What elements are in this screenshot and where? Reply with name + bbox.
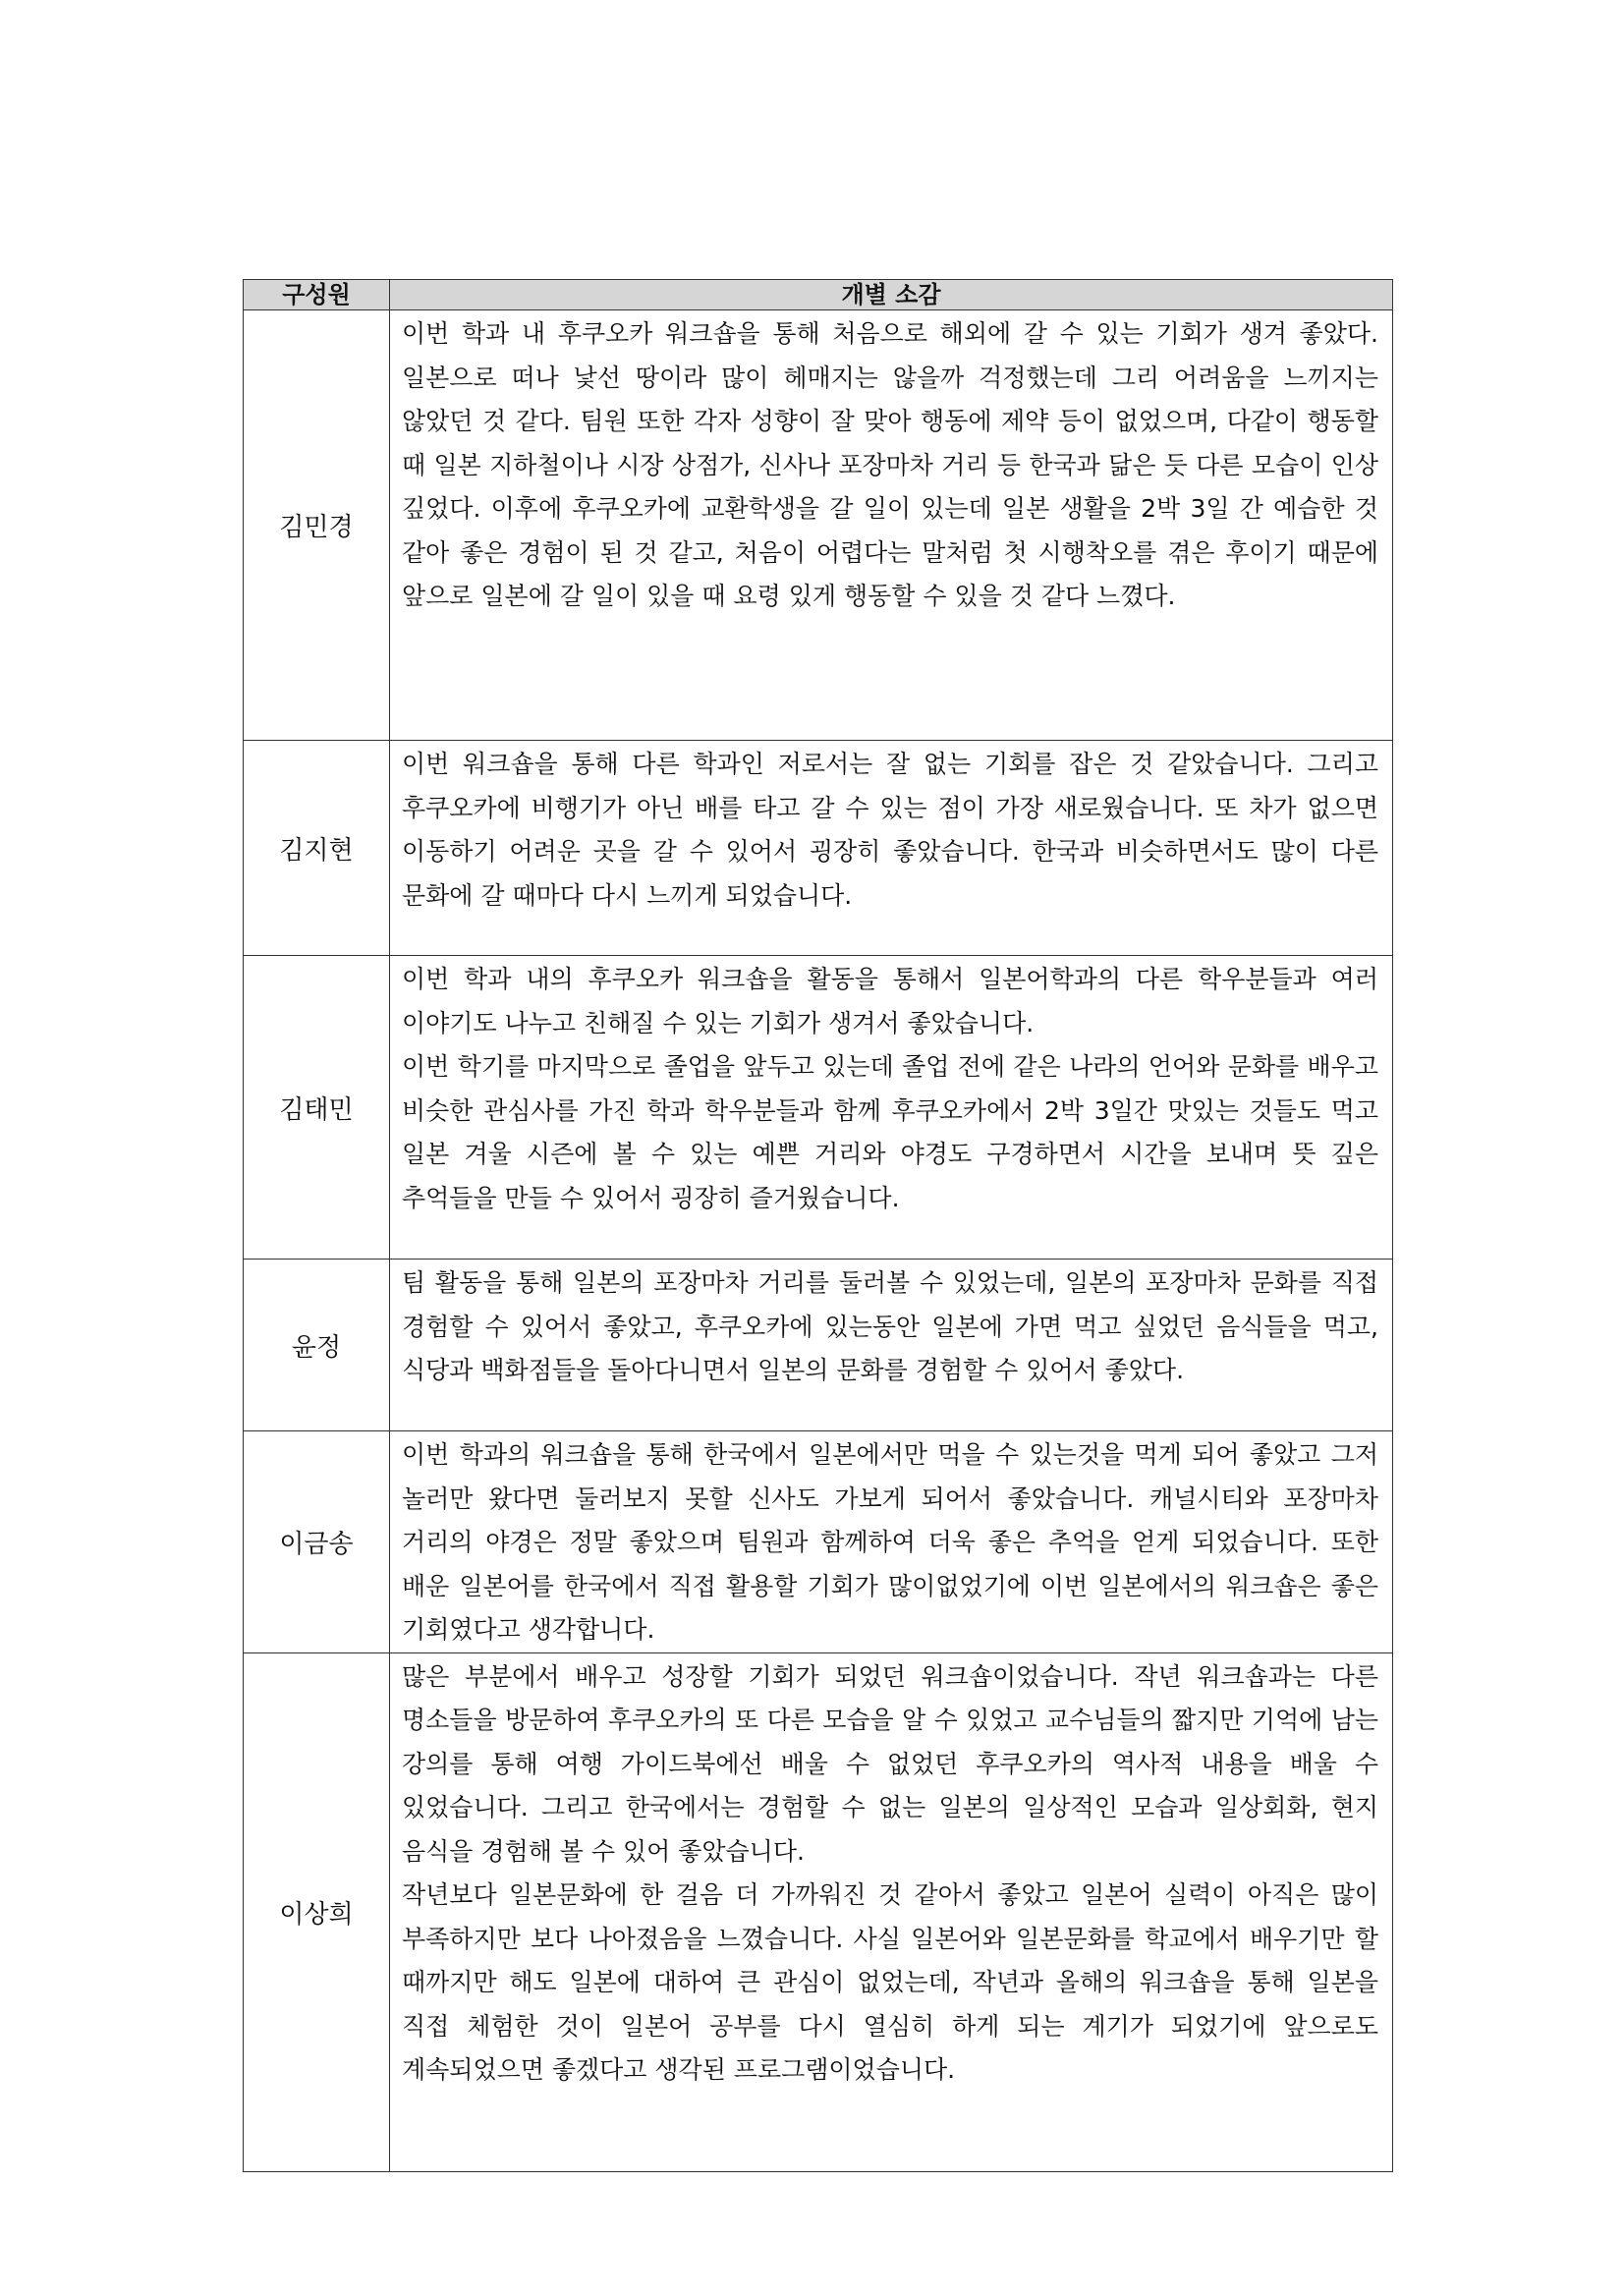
reflection-cell bbox=[390, 1652, 1393, 2171]
reflection-paragraph: 이번 워크숍을 통해 다른 학과인 저로서는 잘 없는 기회를 잡은 것 같았습니다. 그리고 후쿠오카에 비행기가 아닌 배를 타고 갈 수 있는 점이 가장 새로웠습니다. 또 차가 없으면 이동하기 어려운 곳을 갈 수 있어서 굉장히 좋았습니다. 한국과 비슷하면서도 많이 다른 문화에 갈 때마다 다시 느끼게 되었습니다. bbox=[402, 750, 1378, 910]
member-name: 윤정 bbox=[244, 1260, 390, 1431]
reflection-cell bbox=[390, 956, 1393, 1260]
reflection-table bbox=[243, 279, 1393, 2172]
member-name: 이금송 bbox=[244, 1431, 390, 1653]
document-page bbox=[243, 279, 1392, 2172]
reflection-paragraph: 팀 활동을 통해 일본의 포장마차 거리를 둘러볼 수 있었는데, 일본의 포장마차 문화를 직접 경험할 수 있어서 좋았고, 후쿠오카에 있는동안 일본에 가면 먹고 싶었던 음식들을 먹고, 식당과 백화점들을 돌아다니면서 일본의 문화를 경험할 수 있어서 좋았다. bbox=[402, 1268, 1378, 1384]
reflection-cell bbox=[390, 310, 1393, 741]
reflection-paragraph: 작년보다 일본문화에 한 걸음 더 가까워진 것 같아서 좋았고 일본어 실력이 아직은 많이 부족하지만 보다 나아졌음을 느꼈습니다. 사실 일본어와 일본문화를 학교에서 배우기만 할 때까지만 해도 일본에 대하여 큰 관심이 없었는데, 작년과 올해의 워크숍을 통해 일본을 직접 체험한 것이 일본어 공부를 다시 열심히 하게 되는 계기가 되었기에 앞으로도 계속되었으면 좋겠다고 생각된 프로그램이었습니다. bbox=[402, 1880, 1378, 2084]
reflection-paragraph: 이번 학과 내의 후쿠오카 워크숍을 활동을 통해서 일본어학과의 다른 학우분들과 여러 이야기도 나누고 친해질 수 있는 기회가 생겨서 좋았습니다. bbox=[402, 965, 1378, 1037]
table-row bbox=[244, 1260, 1393, 1431]
member-name: 이상희 bbox=[244, 1652, 390, 2171]
header-reflection: 개별 소감 bbox=[390, 280, 1393, 310]
member-name: 김태민 bbox=[244, 956, 390, 1260]
reflection-paragraph: 많은 부분에서 배우고 성장할 기회가 되었던 워크숍이었습니다. 작년 워크숍과는 다른 명소들을 방문하여 후쿠오카의 또 다른 모습을 알 수 있었고 교수님들의 짧지만 기억에 남는 강의를 통해 여행 가이드북에선 배울 수 없었던 후쿠오카의 역사적 내용을 배울 수 있었습니다. 그리고 한국에서는 경험할 수 없는 일본의 일상적인 모습과 일상회화, 현지 음식을 경험해 볼 수 있어 좋았습니다. bbox=[402, 1661, 1378, 1866]
member-name: 김지현 bbox=[244, 741, 390, 956]
reflection-cell bbox=[390, 1260, 1393, 1431]
table-header-row bbox=[244, 280, 1393, 310]
reflection-paragraph: 이번 학기를 마지막으로 졸업을 앞두고 있는데 졸업 전에 같은 나라의 언어와 문화를 배우고 비슷한 관심사를 가진 학과 학우분들과 함께 후쿠오카에서 2박 3일간 맛있는 것들도 먹고 일본 겨울 시즌에 볼 수 있는 예쁜 거리와 야경도 구경하면서 시간을 보내며 뜻 깊은 추억들을 만들 수 있어서 굉장히 즐거웠습니다. bbox=[402, 1052, 1378, 1212]
header-member: 구성원 bbox=[244, 280, 390, 310]
reflection-cell bbox=[390, 1431, 1393, 1653]
reflection-cell bbox=[390, 741, 1393, 956]
member-name: 김민경 bbox=[244, 310, 390, 741]
table-row bbox=[244, 310, 1393, 741]
table-row bbox=[244, 741, 1393, 956]
table-row bbox=[244, 1431, 1393, 1653]
table-row bbox=[244, 956, 1393, 1260]
reflection-paragraph: 이번 학과의 워크숍을 통해 한국에서 일본에서만 먹을 수 있는것을 먹게 되어 좋았고 그저 놀러만 왔다면 둘러보지 못할 신사도 가보게 되어서 좋았습니다. 캐널시티와 포장마차 거리의 야경은 정말 좋았으며 팀원과 함께하여 더욱 좋은 추억을 얻게 되었습니다. 또한 배운 일본어를 한국에서 직접 활용할 기회가 많이없었기에 이번 일본에서의 워크숍은 좋은 기회였다고 생각합니다. bbox=[402, 1440, 1378, 1644]
table-row bbox=[244, 1652, 1393, 2171]
reflection-paragraph: 이번 학과 내 후쿠오카 워크숍을 통해 처음으로 해외에 갈 수 있는 기회가 생겨 좋았다. 일본으로 떠나 낯선 땅이라 많이 헤매지는 않을까 걱정했는데 그리 어려움을 느끼지는 않았던 것 같다. 팀원 또한 각자 성향이 잘 맞아 행동에 제약 등이 없었으며, 다같이 행동할 때 일본 지하철이나 시장 상점가, 신사나 포장마차 거리 등 한국과 닮은 듯 다른 모습이 인상 깊었다. 이후에 후쿠오카에 교환학생을 갈 일이 있는데 일본 생활을 2박 3일 간 예습한 것 같아 좋은 경험이 된 것 같고, 처음이 어렵다는 말처럼 첫 시행착오를 겪은 후이기 때문에 앞으로 일본에 갈 일이 있을 때 요령 있게 행동할 수 있을 것 같다 느꼈다. bbox=[402, 319, 1378, 610]
